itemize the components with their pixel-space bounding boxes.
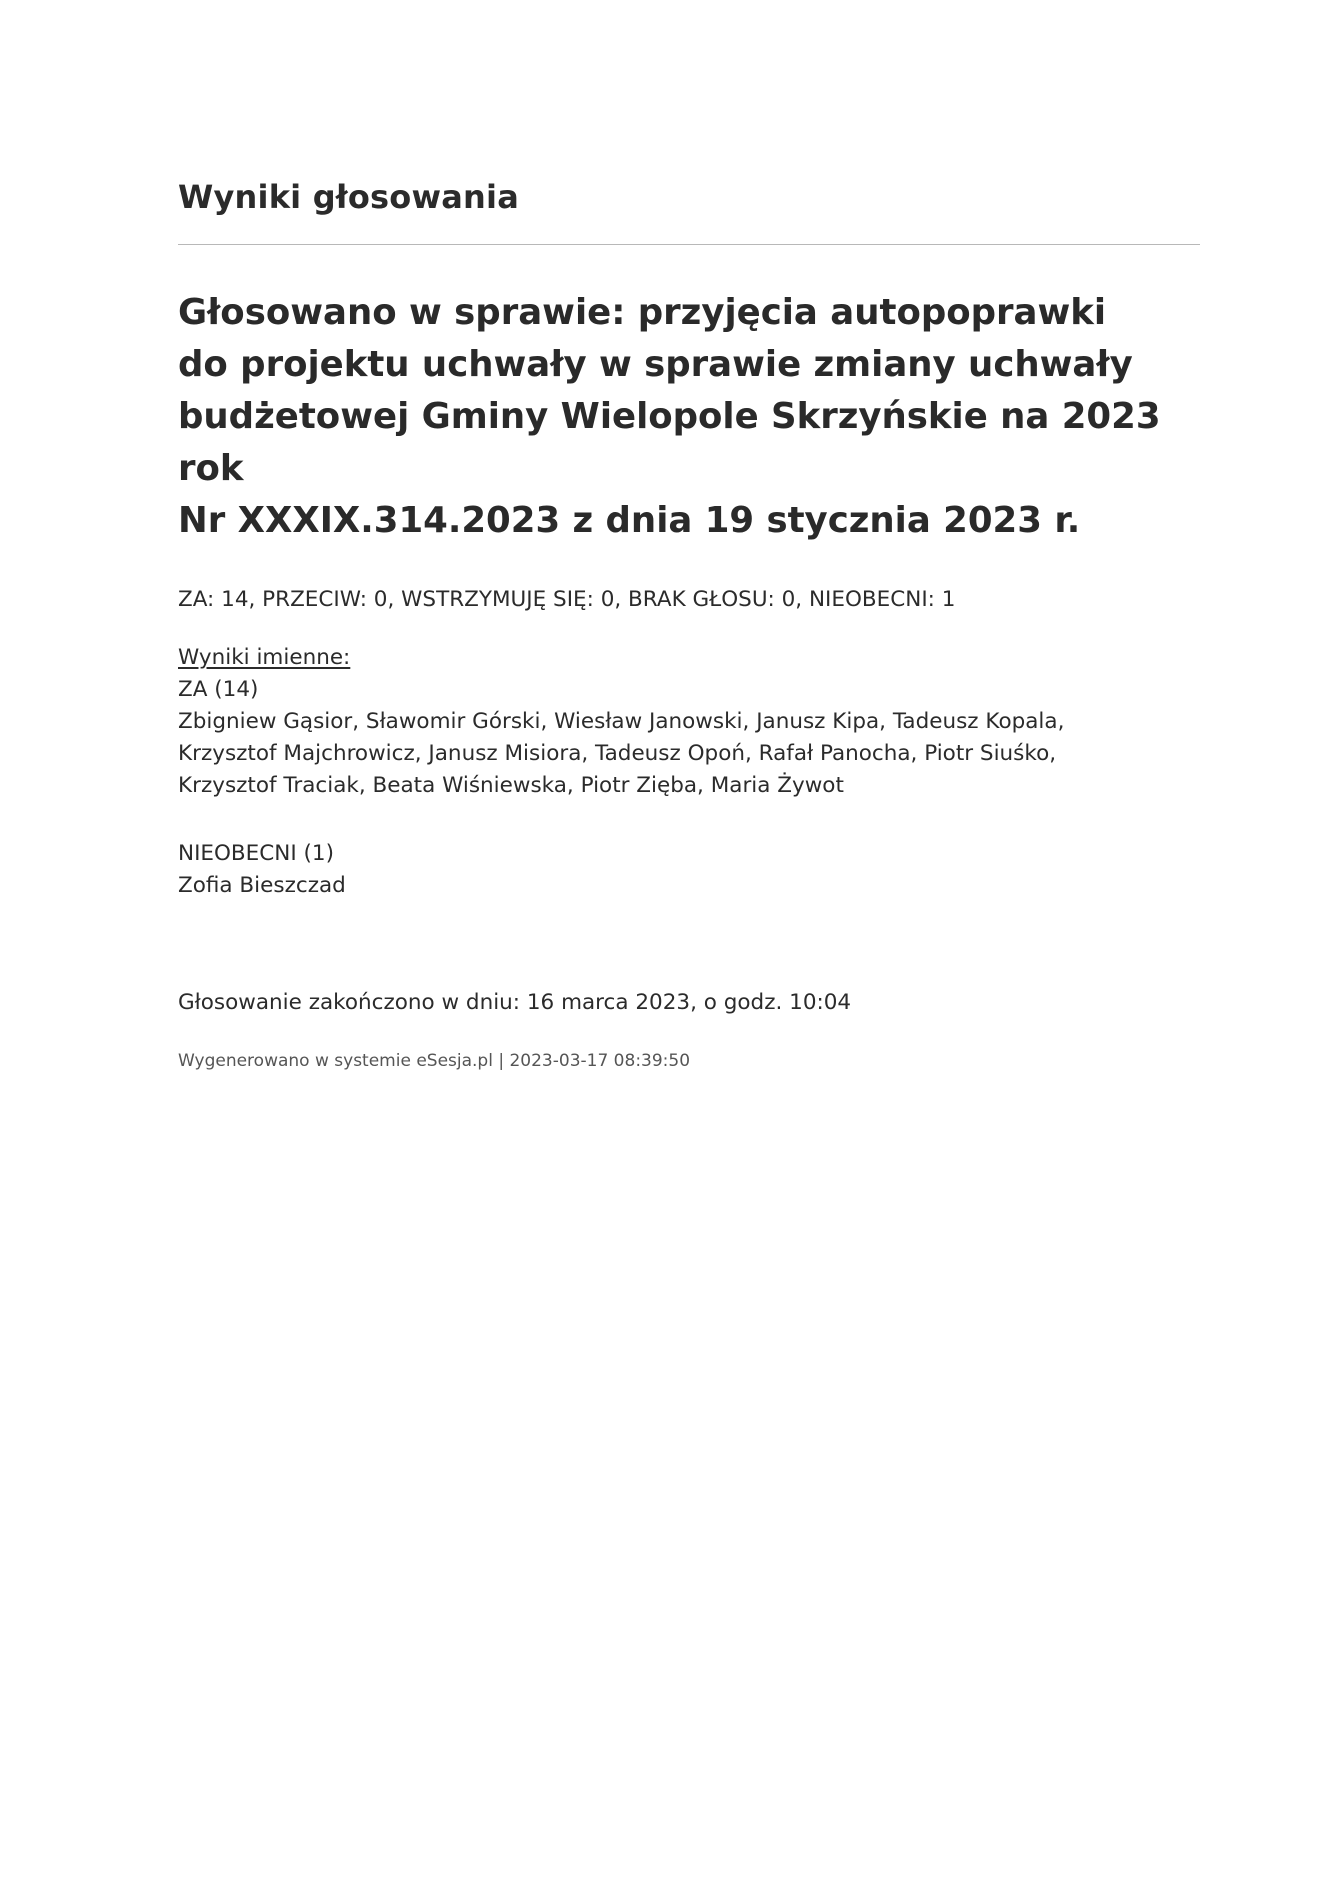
document-content bbox=[178, 178, 1198, 1071]
vote-subject-line: do projektu uchwały w sprawie zmiany uchwały bbox=[178, 344, 1133, 385]
for-votes-names bbox=[178, 706, 1198, 802]
absent-names: Zofia Bieszczad bbox=[178, 873, 346, 898]
vote-summary: ZA: 14, PRZECIW: 0, WSTRZYMUJĘ SIĘ: 0, BRAK GŁOSU: 0, NIEOBECNI: 1 bbox=[178, 587, 956, 612]
generated-footer: Wygenerowano w systemie eSesja.pl | 2023-03-17 08:39:50 bbox=[178, 1051, 691, 1071]
page-title: Wyniki głosowania bbox=[178, 178, 519, 216]
names-line: Zbigniew Gąsior, Sławomir Górski, Wiesław Janowski, Janusz Kipa, Tadeusz Kopala, bbox=[178, 709, 1065, 734]
names-line: Krzysztof Majchrowicz, Janusz Misiora, Tadeusz Opoń, Rafał Panocha, Piotr Siuśko, bbox=[178, 741, 1057, 766]
names-line: Krzysztof Traciak, Beata Wiśniewska, Piotr Zięba, Maria Żywot bbox=[178, 773, 844, 798]
named-results bbox=[178, 642, 1198, 902]
vote-subject-line: Nr XXXIX.314.2023 z dnia 19 stycznia 2023 r. bbox=[178, 500, 1081, 541]
vote-end-info: Głosowanie zakończono w dniu: 16 marca 2023, o godz. 10:04 bbox=[178, 990, 852, 1015]
title-divider bbox=[178, 244, 1200, 245]
vote-subject-line: Głosowano w sprawie: przyjęcia autopoprawki bbox=[178, 292, 1107, 333]
named-results-title: Wyniki imienne: bbox=[178, 645, 351, 670]
vote-subject bbox=[178, 287, 1208, 547]
for-votes-label: ZA (14) bbox=[178, 677, 259, 702]
absent-label: NIEOBECNI (1) bbox=[178, 841, 334, 866]
absent-block bbox=[178, 838, 1198, 902]
vote-subject-line: budżetowej Gminy Wielopole Skrzyńskie na 2023 rok bbox=[178, 396, 1161, 489]
